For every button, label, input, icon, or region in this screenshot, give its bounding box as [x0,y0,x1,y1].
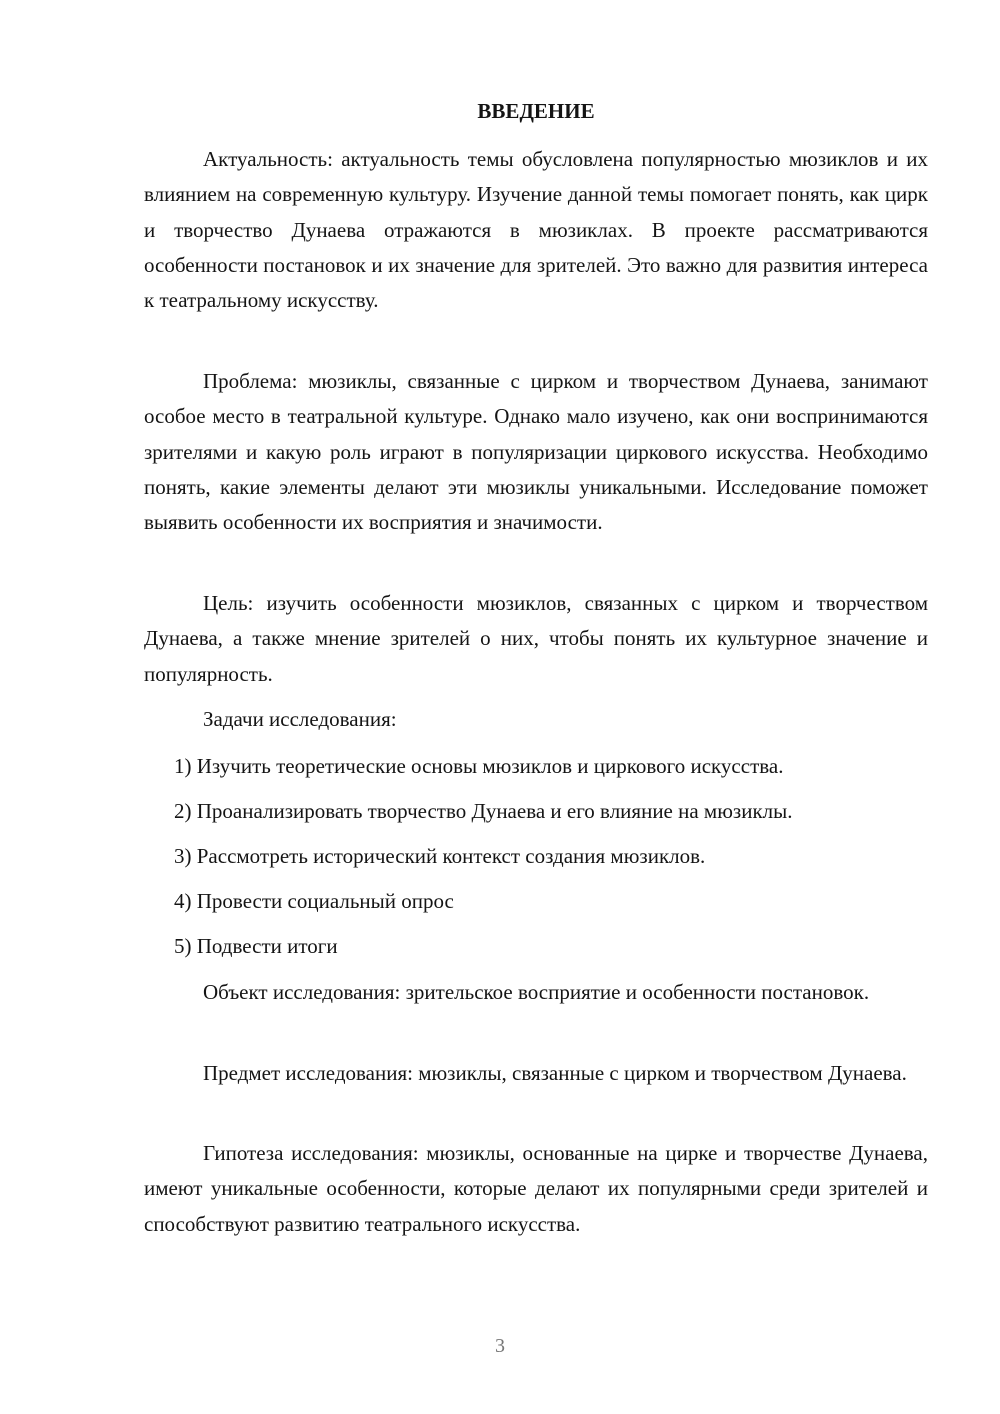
paragraph-hypothesis: Гипотеза исследования: мюзиклы, основанные на цирке и творчестве Дунаева, имеют уникальные особенности, которые делают их популярными среди зрителей и способствуют развитию театрального искусства. [144,1141,928,1236]
tasks-title: Задачи исследования: [203,707,397,731]
task-item: 2) Проанализировать творчество Дунаева и его влияние на мюзиклы. [174,799,793,823]
page-number: 3 [495,1335,505,1357]
task-item: 5) Подвести итоги [174,934,338,958]
section-heading: ВВЕДЕНИЕ [477,99,595,123]
task-item: 4) Провести социальный опрос [174,889,454,913]
task-item: 3) Рассмотреть исторический контекст создания мюзиклов. [174,844,706,868]
paragraph-goal: Цель: изучить особенности мюзиклов, связанных с цирком и творчеством Дунаева, а также мнение зрителей о них, чтобы понять их культурное значение и популярность. [144,591,928,686]
paragraph-problem: Проблема: мюзиклы, связанные с цирком и творчеством Дунаева, занимают особое место в театральной культуре. Однако мало изучено, как они воспринимаются зрителями и какую роль играют в популяризации циркового искусства. Необходимо понять, какие элементы делают эти мюзиклы уникальными. Исследование поможет выявить особенности их восприятия и значимости. [144,369,928,535]
paragraph-relevance: Актуальность: актуальность темы обусловлена популярностью мюзиклов и их влиянием на современную культуру. Изучение данной темы помогает понять, как цирк и творчество Дунаева отражаются в мюзиклах. В проекте рассматриваются особенности постановок и их значение для зрителей. Это важно для развития интереса к театральному искусству. [144,147,928,313]
paragraph-subject: Предмет исследования: мюзиклы, связанные с цирком и творчеством Дунаева. [203,1061,907,1085]
paragraph-object: Объект исследования: зрительское восприятие и особенности постановок. [203,980,870,1004]
task-item: 1) Изучить теоретические основы мюзиклов и циркового искусства. [174,754,784,778]
